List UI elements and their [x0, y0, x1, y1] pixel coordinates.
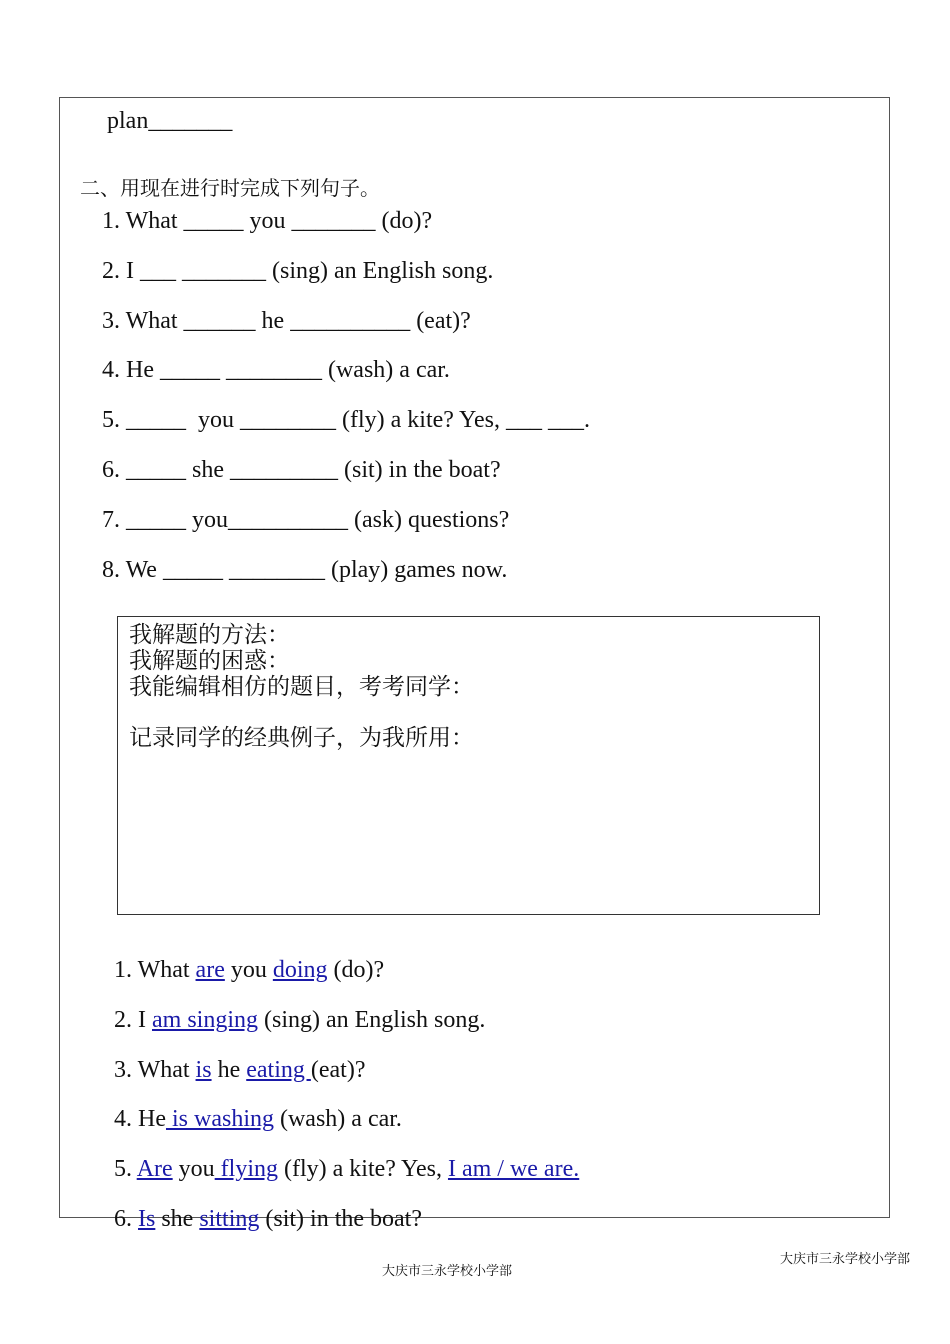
answer-text: she [155, 1206, 200, 1232]
answer-text: he [211, 1057, 247, 1083]
answer-fill: sitting [199, 1206, 260, 1232]
answer-fill: doing [272, 957, 328, 983]
answer-4 [102, 1079, 402, 1133]
exercise-3: 3. What ______ he __________ (eat)? [102, 308, 471, 334]
reflection-create-question: 我能编辑相仿的题目，考考同学： [129, 674, 474, 700]
answer-text: (sit) in the boat? [259, 1206, 422, 1232]
exercise-6: 6. _____ she _________ (sit) in the boat? [102, 457, 501, 483]
answer-text: (wash) a car. [273, 1106, 402, 1132]
answer-text: 4. He [114, 1106, 166, 1132]
answer-fill: is [195, 1057, 212, 1083]
answer-6 [102, 1179, 422, 1233]
answer-2 [102, 980, 485, 1034]
answer-1 [102, 930, 384, 984]
answer-fill: is washing [165, 1106, 274, 1132]
reflection-confusion: 我解题的困惑： [129, 648, 290, 674]
answer-fill: Is [138, 1206, 156, 1232]
answer-text: 3. What [114, 1057, 196, 1083]
exercise-7: 7. _____ you__________ (ask) questions? [102, 507, 510, 533]
exercise-5: 5. _____ you ________ (fly) a kite? Yes, ___ ___. [102, 407, 590, 433]
exercise-4: 4. He _____ ________ (wash) a car. [102, 357, 450, 383]
footer-center: 大庆市三永学校小学部 [382, 1264, 513, 1279]
answer-text: (sing) an English song. [258, 1007, 486, 1033]
section-title: 二、用现在进行时完成下列句子。 [80, 176, 380, 200]
answer-text: 2. I [114, 1007, 152, 1033]
answer-fill: flying [214, 1156, 278, 1182]
answer-text: 5. [114, 1156, 137, 1182]
answer-fill: are [195, 957, 225, 983]
answer-text: (do)? [327, 957, 385, 983]
reflection-record-examples: 记录同学的经典例子，为我所用： [129, 725, 474, 751]
answer-text: you [224, 957, 273, 983]
plan-line: plan_______ [107, 108, 233, 134]
answer-text: (fly) a kite? Yes, [278, 1156, 448, 1182]
answer-text: you [172, 1156, 215, 1182]
answer-5 [102, 1129, 579, 1183]
answer-text: 1. What [114, 957, 196, 983]
answer-fill: I am / we are. [447, 1156, 580, 1182]
reflection-method: 我解题的方法： [129, 622, 290, 648]
answer-fill: Are [136, 1156, 173, 1182]
answer-3 [102, 1030, 365, 1084]
exercise-8: 8. We _____ ________ (play) games now. [102, 557, 508, 583]
answer-text: 6. [114, 1206, 138, 1232]
answer-fill: eating [246, 1057, 311, 1083]
footer-right: 大庆市三永学校小学部 [780, 1252, 911, 1267]
exercise-2: 2. I ___ _______ (sing) an English song. [102, 258, 494, 284]
answer-text: (eat)? [310, 1057, 366, 1083]
exercise-1: 1. What _____ you _______ (do)? [102, 208, 433, 234]
answer-fill: am singing [152, 1007, 258, 1033]
